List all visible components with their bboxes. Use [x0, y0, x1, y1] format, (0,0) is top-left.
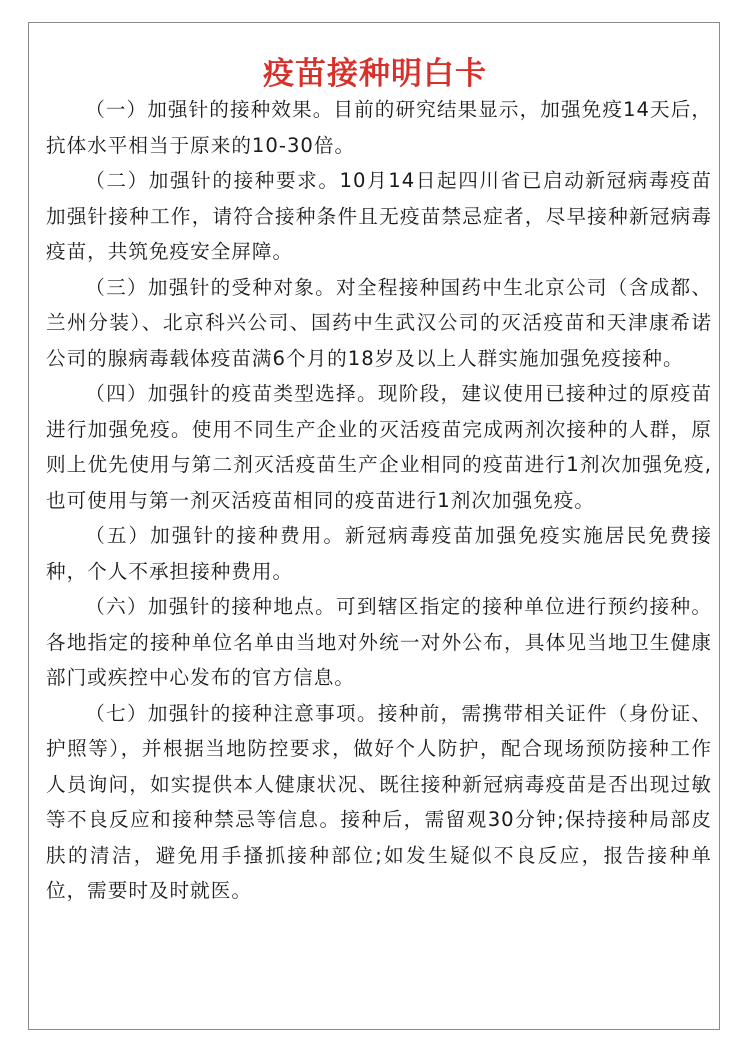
- document-title: 疫苗接种明白卡: [263, 55, 487, 92]
- paragraph-booster-recipients: （三）加强针的受种对象。对全程接种国药中生北京公司（含成都、兰州分装）、北京科兴公司、国药中生武汉公司的灭活疫苗和天津康希诺公司的腺病毒载体疫苗满6个月的18岁及以上人群实施加强免疫接种。: [46, 275, 712, 370]
- paragraph-location: （六）加强针的接种地点。可到辖区指定的接种单位进行预约接种。各地指定的接种单位名单由当地对外统一对外公布，具体见当地卫生健康部门或疾控中心发布的官方信息。: [46, 595, 712, 689]
- paragraph-vaccine-type: （四）加强针的疫苗类型选择。现阶段，建议使用已接种过的原疫苗进行加强免疫。使用不同生产企业的灭活疫苗完成两剂次接种的人群，原则上优先使用与第二剂灭活疫苗生产企业相同的疫苗进行1剂次加强免疫,也可使用与第一剂灭活疫苗相同的疫苗进行1剂次加强免疫。: [46, 382, 712, 512]
- document-body: [46, 92, 712, 909]
- paragraph-cost: （五）加强针的接种费用。新冠病毒疫苗加强免疫实施居民免费接种，个人不承担接种费用。: [46, 524, 712, 583]
- paragraph-booster-effect: （一）加强针的接种效果。目前的研究结果显示，加强免疫14天后，抗体水平相当于原来的10-30倍。: [46, 98, 712, 157]
- paragraph-precautions: （七）加强针的接种注意事项。接种前，需携带相关证件（身份证、护照等），并根据当地防控要求，做好个人防护，配合现场预防接种工作人员询问，如实提供本人健康状况、既往接种新冠病毒疫苗是否出现过敏等不良反应和接种禁忌等信息。接种后，需留观30分钟;保持接种局部皮肤的清洁，避免用手搔抓接种部位;如发生疑似不良反应，报告接种单位，需要时及时就医。: [46, 701, 712, 902]
- paragraph-booster-requirements: （二）加强针的接种要求。10月14日起四川省已启动新冠病毒疫苗加强针接种工作，请符合接种条件且无疫苗禁忌症者，尽早接种新冠病毒疫苗，共筑免疫安全屏障。: [46, 169, 712, 263]
